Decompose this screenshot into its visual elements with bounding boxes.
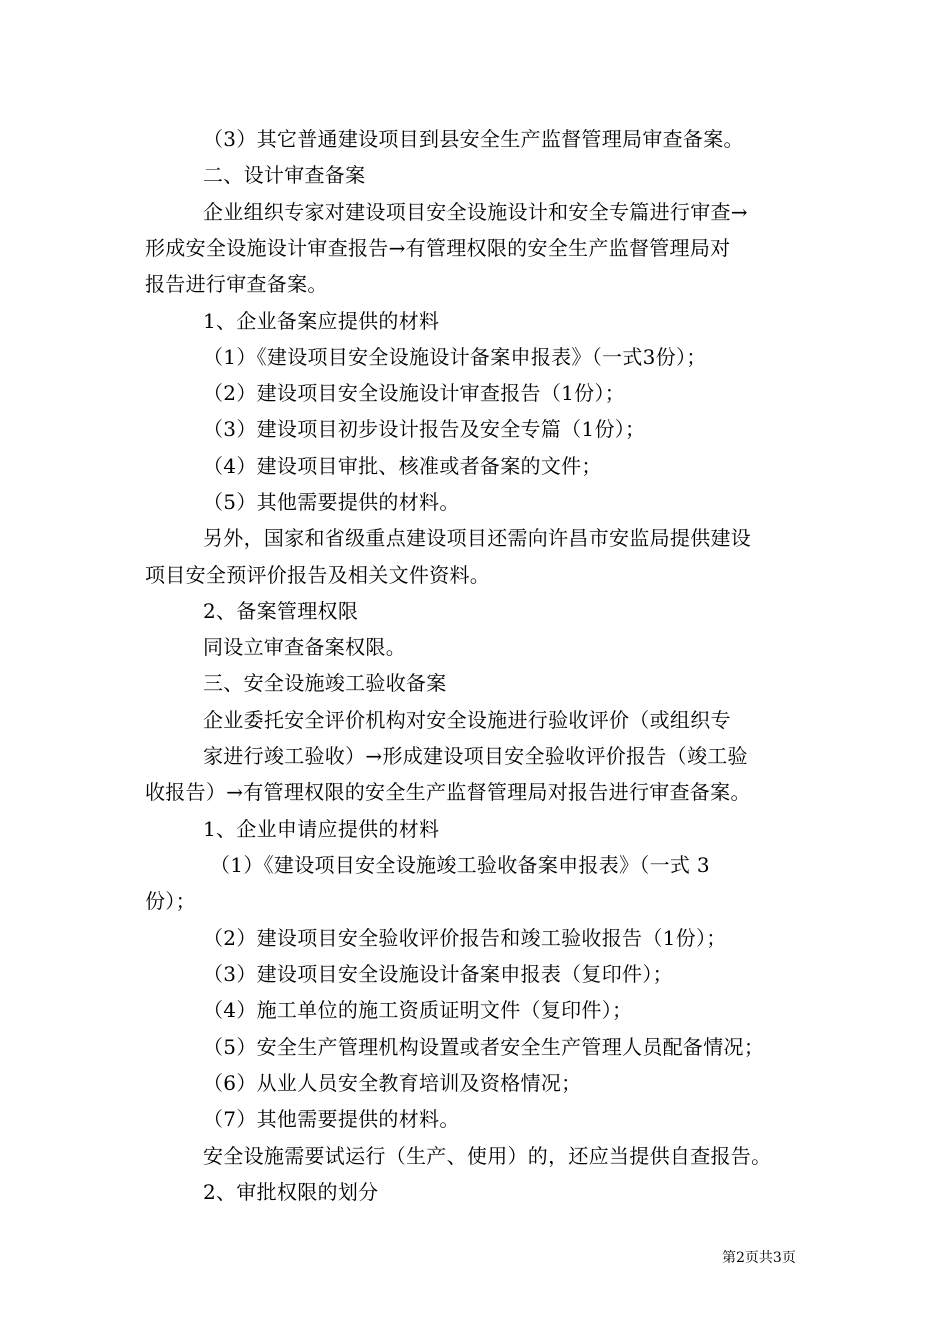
page-number: 第2页共3页 [722,1250,796,1266]
subsection-heading: 2、备案管理权限 [203,599,359,623]
list-item: （1）《建设项目安全设施竣工验收备案申报表》（一式 3 [210,853,710,877]
text-line: 项目安全预评价报告及相关文件资料。 [145,563,491,587]
section-heading: 三、安全设施竣工验收备案 [203,671,447,695]
text-line: 报告进行审查备案。 [145,272,328,296]
list-item: （5）其他需要提供的材料。 [203,490,460,514]
text-line: 形成安全设施设计审查报告→有管理权限的安全生产监督管理局对 [145,236,731,260]
list-item: （1）《建设项目安全设施设计备案申报表》（一式3份）； [203,345,707,369]
list-item: （6）从业人员安全教育培训及资格情况； [203,1071,582,1095]
text-line: 企业组织专家对建设项目安全设施设计和安全专篇进行审查→ [203,200,748,224]
subsection-heading: 2、审批权限的划分 [203,1180,379,1204]
text-line: 企业委托安全评价机构对安全设施进行验收评价（或组织专 [203,708,731,732]
section-heading: 二、设计审查备案 [203,163,366,187]
list-item: （3）建设项目安全设施设计备案申报表（复印件）； [203,962,673,986]
text-line: 份）； [145,889,196,913]
subsection-heading: 1、企业申请应提供的材料 [203,817,440,841]
text-line: 安全设施需要试运行（生产、使用）的，还应当提供自查报告。 [203,1144,772,1168]
text-line: 家进行竣工验收）→形成建设项目安全验收评价报告（竣工验 [203,744,748,768]
list-item: （3）建设项目初步设计报告及安全专篇（1份）； [203,417,646,441]
list-item: （4）施工单位的施工资质证明文件（复印件）； [203,998,633,1022]
text-line: 收报告）→有管理权限的安全生产监督管理局对报告进行审查备案。 [145,780,751,804]
text-line: （3）其它普通建设项目到县安全生产监督管理局审查备案。 [203,127,744,151]
subsection-heading: 1、企业备案应提供的材料 [203,309,440,333]
list-item: （5）安全生产管理机构设置或者安全生产管理人员配备情况； [203,1035,765,1059]
list-item: （7）其他需要提供的材料。 [203,1107,460,1131]
list-item: （2）建设项目安全设施设计审查报告（1份）； [203,381,626,405]
list-item: （4）建设项目审批、核准或者备案的文件； [203,454,602,478]
list-item: （2）建设项目安全验收评价报告和竣工验收报告（1份）； [203,926,727,950]
text-line: 另外，国家和省级重点建设项目还需向许昌市安监局提供建设 [203,526,752,550]
text-line: 同设立审查备案权限。 [203,635,406,659]
